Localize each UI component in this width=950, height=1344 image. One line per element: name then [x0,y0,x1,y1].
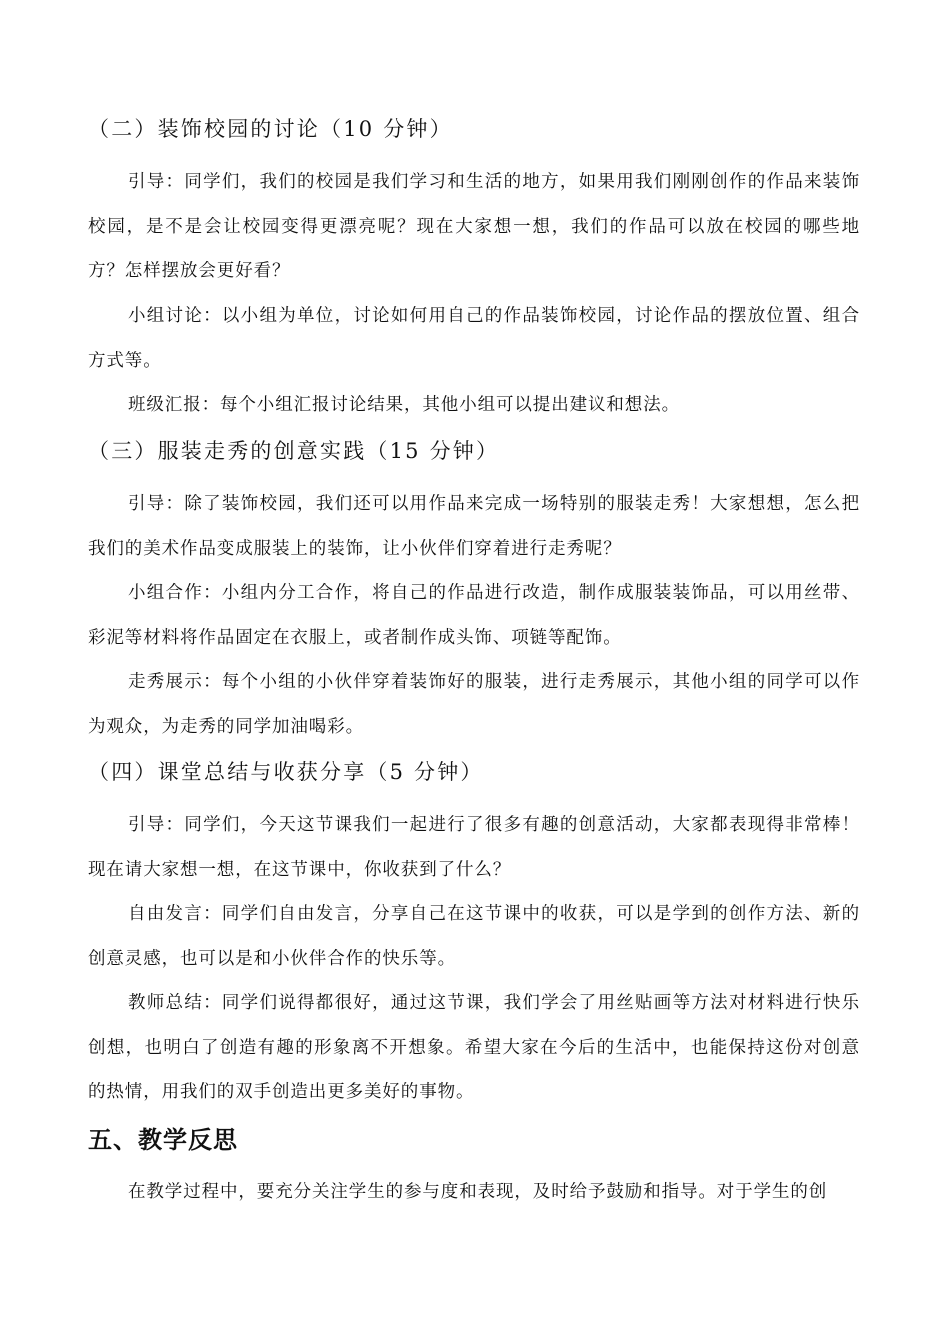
paragraph-reflection: 在教学过程中，要充分关注学生的参与度和表现，及时给予鼓励和指导。对于学生的创 [128,1182,828,1202]
section-heading-decorate-campus: （二）装饰校园的讨论（10 分钟） [88,117,453,141]
paragraph-teacher-summary: 教师总结：同学们说得都很好，通过这节课，我们学会了用丝贴画等方法对材料进行快乐创想，也明白了创造有趣的形象离不开想象。希望大家在今后的生活中，也能保持这份对创意的热情，用我们的双手创造出更多美好的事物。 [88,993,860,1102]
paragraph-guidance: 引导：同学们，我们的校园是我们学习和生活的地方，如果用我们刚刚创作的作品来装饰校园，是不是会让校园变得更漂亮呢？现在大家想一想，我们的作品可以放在校园的哪些地方？怎样摆放会更好看？ [88,172,860,281]
paragraph-guidance: 引导：同学们，今天这节课我们一起进行了很多有趣的创意活动，大家都表现得非常棒！现在请大家想一想，在这节课中，你收获到了什么？ [88,815,860,880]
section-heading-summary: （四）课堂总结与收获分享（5 分钟） [88,760,484,784]
section-heading-teaching-reflection: 五、教学反思 [88,1126,238,1154]
paragraph-class-report: 班级汇报：每个小组汇报讨论结果，其他小组可以提出建议和想法。 [128,395,680,415]
paragraph-show-display: 走秀展示：每个小组的小伙伴穿着装饰好的服装，进行走秀展示，其他小组的同学可以作为观众，为走秀的同学加油喝彩。 [88,672,860,737]
paragraph-group-cooperation: 小组合作：小组内分工合作，将自己的作品进行改造，制作成服装装饰品，可以用丝带、彩泥等材料将作品固定在衣服上，或者制作成头饰、项链等配饰。 [88,583,860,648]
paragraph-guidance: 引导：除了装饰校园，我们还可以用作品来完成一场特别的服装走秀！大家想想，怎么把我们的美术作品变成服装上的装饰，让小伙伴们穿着进行走秀呢？ [88,494,860,559]
paragraph-free-speech: 自由发言：同学们自由发言，分享自己在这节课中的收获，可以是学到的创作方法、新的创意灵感，也可以是和小伙伴合作的快乐等。 [88,904,860,969]
paragraph-group-discussion: 小组讨论：以小组为单位，讨论如何用自己的作品装饰校园，讨论作品的摆放位置、组合方式等。 [88,306,860,371]
section-heading-fashion-show: （三）服装走秀的创意实践（15 分钟） [88,439,500,463]
